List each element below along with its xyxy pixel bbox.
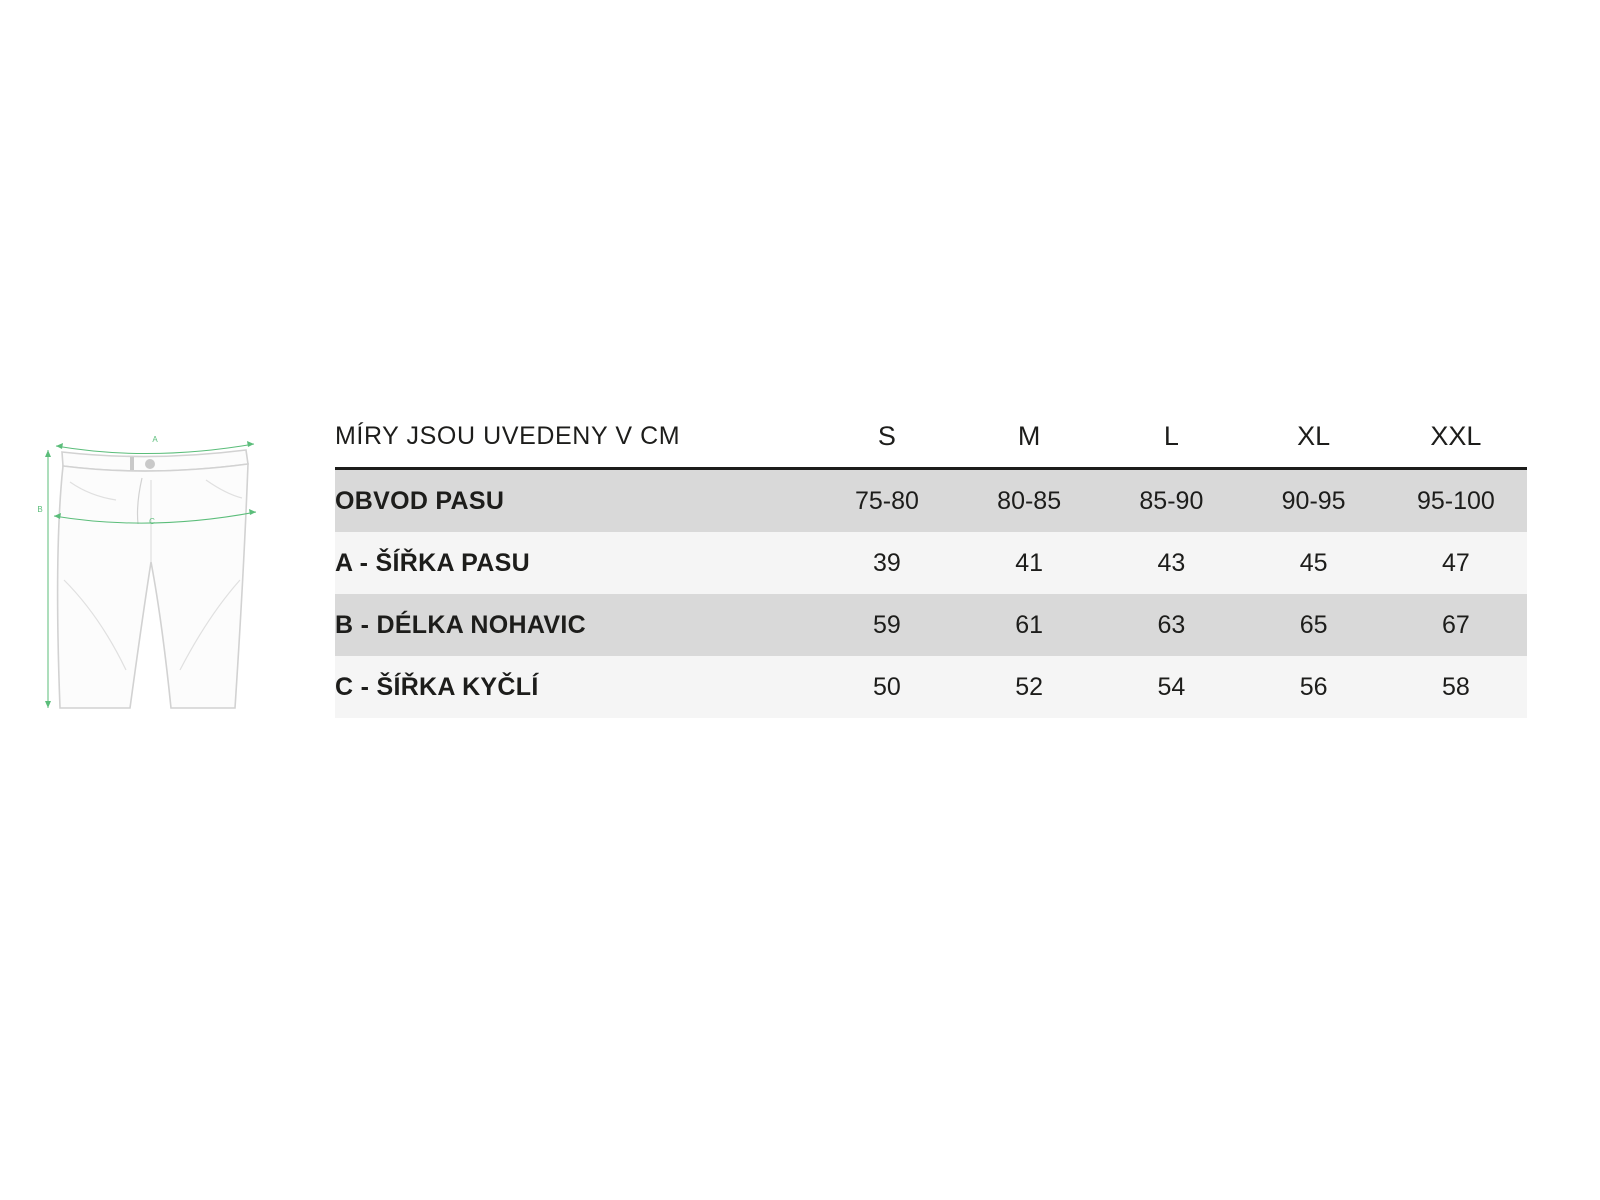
cell-sirka-kycli-xxl: 58 <box>1385 656 1527 718</box>
row-label-delka-nohavic: B - DÉLKA NOHAVIC <box>335 594 816 656</box>
column-header-s: S <box>816 405 958 469</box>
cell-obvod-pasu-s: 75-80 <box>816 469 958 533</box>
size-chart <box>335 405 1527 718</box>
cell-sirka-pasu-xl: 45 <box>1243 532 1385 594</box>
row-label-obvod-pasu: OBVOD PASU <box>335 469 816 533</box>
column-header-xxl: XXL <box>1385 405 1527 469</box>
size-table <box>335 405 1527 718</box>
cell-obvod-pasu-l: 85-90 <box>1100 469 1242 533</box>
measure-line-b <box>45 450 51 708</box>
cell-sirka-kycli-m: 52 <box>958 656 1100 718</box>
cell-sirka-pasu-m: 41 <box>958 532 1100 594</box>
table-title: MÍRY JSOU UVEDENY V CM <box>335 405 816 469</box>
row-label-sirka-kycli: C - ŠÍŘKA KYČLÍ <box>335 656 816 718</box>
table-row <box>335 594 1527 656</box>
table-row <box>335 532 1527 594</box>
table-row <box>335 656 1527 718</box>
cell-delka-nohavic-l: 63 <box>1100 594 1242 656</box>
cell-sirka-kycli-l: 54 <box>1100 656 1242 718</box>
cell-sirka-pasu-s: 39 <box>816 532 958 594</box>
cell-delka-nohavic-xl: 65 <box>1243 594 1385 656</box>
column-header-xl: XL <box>1243 405 1385 469</box>
marker-label-a: A <box>152 435 158 444</box>
cell-sirka-pasu-l: 43 <box>1100 532 1242 594</box>
cell-obvod-pasu-xl: 90-95 <box>1243 469 1385 533</box>
cell-delka-nohavic-m: 61 <box>958 594 1100 656</box>
cell-sirka-kycli-xl: 56 <box>1243 656 1385 718</box>
garment-diagram <box>30 420 300 730</box>
shorts-technical-drawing <box>30 420 300 730</box>
cell-delka-nohavic-xxl: 67 <box>1385 594 1527 656</box>
cell-delka-nohavic-s: 59 <box>816 594 958 656</box>
marker-label-b: B <box>37 505 43 514</box>
row-label-sirka-pasu: A - ŠÍŘKA PASU <box>335 532 816 594</box>
table-header-row <box>335 405 1527 469</box>
column-header-m: M <box>958 405 1100 469</box>
column-header-l: L <box>1100 405 1242 469</box>
marker-label-c: C <box>149 517 155 526</box>
cell-sirka-kycli-s: 50 <box>816 656 958 718</box>
cell-obvod-pasu-xxl: 95-100 <box>1385 469 1527 533</box>
cell-obvod-pasu-m: 80-85 <box>958 469 1100 533</box>
cell-sirka-pasu-xxl: 47 <box>1385 532 1527 594</box>
table-row <box>335 469 1527 533</box>
